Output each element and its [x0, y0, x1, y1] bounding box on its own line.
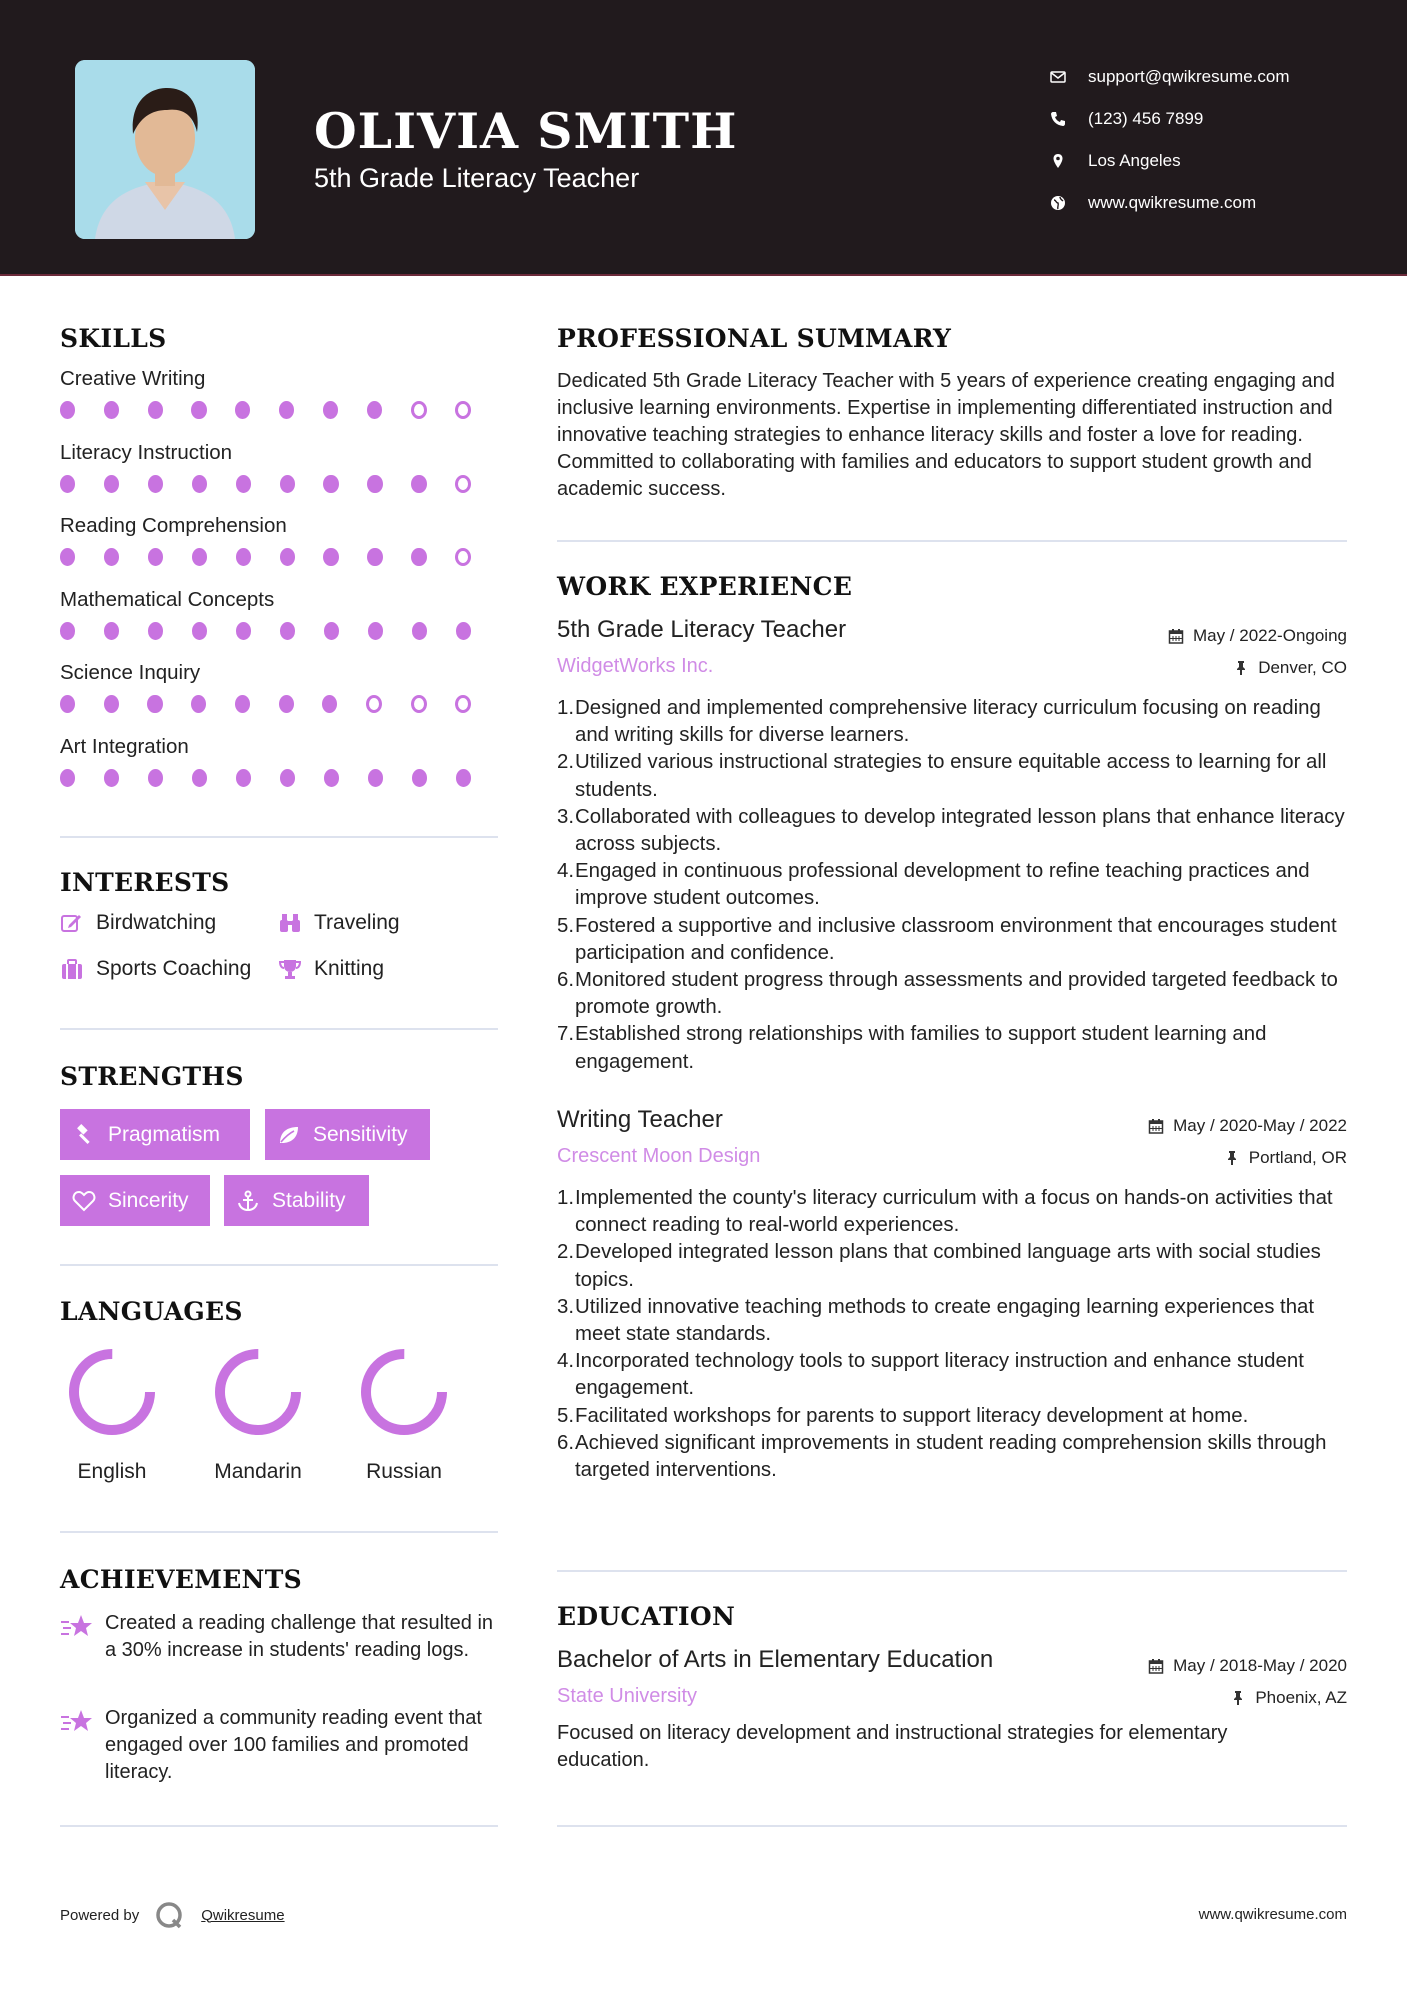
bullet-text: Utilized innovative teaching methods to create engaging learning experiences that meet state standards. — [575, 1295, 1315, 1346]
skill-name: Literacy Instruction — [60, 440, 233, 464]
strength-label: Sensitivity — [313, 1122, 408, 1146]
rating-dot-filled — [236, 769, 251, 787]
skill-name: Reading Comprehension — [60, 514, 287, 537]
job-location — [1233, 658, 1347, 678]
job-bullet — [557, 1185, 1357, 1239]
job-bullet — [557, 695, 1357, 749]
strength-label: Stability — [272, 1188, 346, 1212]
interests-title: INTERESTS — [60, 868, 230, 897]
resume-header — [0, 0, 1407, 276]
language-label: Russian — [366, 1460, 442, 1483]
powered-by-text: Powered by — [60, 1906, 140, 1924]
rating-dot-filled — [148, 769, 163, 787]
rating-dot-filled — [324, 622, 339, 640]
rating-dot-filled — [104, 695, 119, 713]
rating-dot-filled — [279, 695, 294, 713]
skill-item — [60, 661, 500, 713]
rating-dot-filled — [368, 769, 383, 787]
brand-link[interactable]: Qwikresume — [201, 1906, 285, 1924]
job-location-text: Denver, CO — [1258, 658, 1347, 677]
language-label: English — [77, 1460, 147, 1483]
bullet-number: 6. — [557, 1431, 575, 1454]
rating-dot-empty — [411, 695, 427, 713]
map-pin-icon — [1050, 153, 1066, 169]
strength-label: Sincerity — [108, 1188, 189, 1212]
contact-phone-text: (123) 456 7899 — [1088, 109, 1204, 128]
interest-label: Birdwatching — [96, 911, 217, 934]
rating-dot-empty — [455, 548, 471, 566]
contact-phone[interactable] — [1050, 98, 1290, 140]
rating-dot-filled — [60, 401, 75, 419]
section-divider — [60, 836, 498, 838]
rating-dot-filled — [456, 769, 471, 787]
calendar-icon — [1148, 1658, 1164, 1674]
job-title: Writing Teacher — [557, 1106, 723, 1133]
contact-location-text: Los Angeles — [1088, 151, 1181, 170]
language-gauge — [64, 1344, 160, 1440]
skill-item — [60, 514, 500, 566]
rating-dot-filled — [60, 548, 75, 566]
skill-name: Mathematical Concepts — [60, 587, 275, 611]
skill-rating — [60, 622, 500, 640]
envelope-icon — [1050, 69, 1066, 85]
rating-dot-filled — [322, 695, 337, 713]
rating-dot-filled — [192, 769, 207, 787]
candidate-name: OLIVIA SMITH — [314, 102, 738, 160]
bullet-number: 2. — [557, 751, 575, 774]
education-location-text: Phoenix, AZ — [1255, 1688, 1347, 1707]
skill-item — [60, 441, 500, 493]
bullet-text: Incorporated technology tools to support literacy instruction and enhance student engagement. — [575, 1350, 1304, 1400]
rating-dot-filled — [104, 622, 119, 640]
section-divider — [557, 1570, 1347, 1572]
bullet-text: Developed integrated lesson plans that combined language arts with social studies topics. — [575, 1241, 1321, 1291]
rating-dot-filled — [191, 695, 206, 713]
rating-dot-filled — [236, 622, 251, 640]
contact-location — [1050, 140, 1290, 182]
skill-name: Science Inquiry — [60, 661, 201, 684]
bullet-number: 5. — [557, 914, 575, 937]
rating-dot-empty — [455, 475, 471, 493]
bullet-number: 1. — [557, 697, 575, 719]
achievements-title: ACHIEVEMENTS — [60, 1565, 302, 1594]
interest-item — [60, 911, 216, 935]
strength-tag — [265, 1109, 430, 1160]
calendar-icon — [1168, 628, 1184, 644]
rating-dot-filled — [104, 769, 119, 787]
rating-dot-filled — [323, 548, 338, 566]
rating-dot-filled — [412, 622, 427, 640]
star-icon — [60, 1612, 94, 1642]
rating-dot-filled — [148, 401, 163, 419]
section-divider — [557, 1825, 1347, 1827]
skill-rating — [60, 548, 500, 566]
rating-dot-filled — [60, 695, 75, 713]
pushpin-icon — [1230, 1690, 1246, 1706]
job-bullets — [557, 1185, 1357, 1484]
rating-dot-filled — [60, 622, 75, 640]
rating-dot-filled — [280, 622, 295, 640]
strengths-title: STRENGTHS — [60, 1062, 244, 1091]
bullet-number: 5. — [557, 1404, 575, 1427]
rating-dot-filled — [280, 475, 295, 493]
rating-dot-filled — [104, 548, 119, 566]
bullet-text: Fostered a supportive and inclusive classroom environment that encourages student participation and confidence. — [575, 914, 1337, 964]
contact-website-text[interactable]: www.qwikresume.com — [1088, 193, 1257, 212]
job-bullet — [557, 967, 1357, 1021]
section-divider — [60, 1825, 498, 1827]
bullet-number: 2. — [557, 1241, 575, 1264]
bullet-number: 3. — [557, 805, 575, 828]
skill-rating — [60, 695, 500, 713]
rating-dot-filled — [367, 548, 382, 566]
rating-dot-filled — [235, 401, 250, 419]
rating-dot-filled — [148, 622, 163, 640]
rating-dot-filled — [456, 622, 471, 640]
languages-title: LANGUAGES — [60, 1297, 243, 1326]
job-bullet — [557, 804, 1357, 858]
skill-item — [60, 367, 500, 419]
candidate-role: 5th Grade Literacy Teacher — [314, 163, 640, 193]
bullet-number: 4. — [557, 860, 575, 883]
phone-icon — [1050, 111, 1066, 127]
language-gauge — [356, 1344, 452, 1440]
rating-dot-filled — [191, 401, 206, 419]
experience-title: WORK EXPERIENCE — [557, 572, 853, 601]
language-item — [198, 1344, 318, 1484]
job-bullet — [557, 913, 1357, 967]
bullet-text: Designed and implemented comprehensive literacy curriculum focusing on reading and writing skills for diverse learners. — [575, 697, 1321, 747]
bullet-text: Utilized various instructional strategies to ensure equitable access to learning for all students. — [575, 751, 1327, 801]
skill-name: Creative Writing — [60, 367, 206, 390]
job-bullet — [557, 749, 1357, 803]
rating-dot-filled — [104, 475, 119, 493]
rating-dot-filled — [60, 769, 75, 787]
pencil-square-icon — [60, 912, 84, 934]
section-divider — [60, 1264, 498, 1266]
interest-item — [278, 957, 384, 981]
company-name: Crescent Moon Design — [557, 1145, 761, 1167]
achievement-item — [60, 1610, 500, 1664]
suitcase-icon — [60, 958, 84, 980]
language-item — [344, 1344, 464, 1484]
contact-email-text[interactable]: support@qwikresume.com — [1088, 67, 1290, 86]
section-divider — [60, 1531, 498, 1533]
job-bullet — [557, 1348, 1357, 1402]
language-label: Mandarin — [214, 1460, 302, 1483]
trophy-icon — [278, 958, 302, 980]
job-bullet — [557, 858, 1357, 912]
rating-dot-filled — [280, 769, 295, 787]
rating-dot-filled — [148, 548, 163, 566]
achievement-text: Created a reading challenge that resulted in a 30% increase in students' reading logs. — [105, 1612, 494, 1661]
profile-photo — [75, 60, 255, 239]
footer-powered-by — [60, 1900, 285, 1930]
job-dates — [1148, 1116, 1347, 1136]
star-icon — [60, 1707, 94, 1737]
qwikresume-logo-icon — [153, 1900, 187, 1930]
job-bullets — [557, 695, 1357, 1076]
summary-text: Dedicated 5th Grade Literacy Teacher with 5 years of experience creating engaging and inclusive learning environments. Expertise in implementing differentiated instruction and innovative teaching strategies to enhance literacy skills and foster a love for reading. Committed to collaborating with families and educators to support student growth and academic success. — [557, 370, 1335, 500]
job-bullet — [557, 1021, 1357, 1075]
skill-rating — [60, 769, 500, 787]
rating-dot-filled — [148, 475, 163, 493]
rating-dot-empty — [455, 401, 471, 419]
job-bullet — [557, 1239, 1357, 1293]
rating-dot-filled — [411, 548, 426, 566]
rating-dot-filled — [192, 622, 207, 640]
rating-dot-filled — [192, 548, 207, 566]
pushpin-icon — [1224, 1150, 1240, 1166]
footer-website[interactable]: www.qwikresume.com — [1198, 1906, 1347, 1923]
interest-item — [278, 911, 400, 935]
rating-dot-filled — [324, 769, 339, 787]
language-gauge — [210, 1344, 306, 1440]
job-dates-text: May / 2022-Ongoing — [1192, 626, 1347, 645]
school-name: State University — [557, 1685, 698, 1707]
skill-item — [60, 735, 500, 787]
skill-rating — [60, 401, 500, 419]
bullet-text: Implemented the county's literacy curriculum with a focus on hands-on activities that connect reading to real-world experiences. — [575, 1187, 1333, 1237]
education-dates — [1148, 1656, 1347, 1676]
rating-dot-filled — [323, 475, 338, 493]
bullet-number: 1. — [557, 1187, 575, 1209]
section-divider — [557, 540, 1347, 542]
rating-dot-filled — [235, 695, 250, 713]
rating-dot-empty — [455, 695, 471, 713]
contact-email[interactable] — [1050, 56, 1290, 98]
rating-dot-filled — [236, 475, 251, 493]
skills-title: SKILLS — [60, 324, 167, 353]
interest-label: Sports Coaching — [96, 957, 252, 980]
job-location — [1224, 1148, 1347, 1168]
strength-label: Pragmatism — [108, 1122, 221, 1146]
rating-dot-filled — [279, 401, 294, 419]
job-dates — [1168, 626, 1347, 646]
rating-dot-filled — [280, 548, 295, 566]
bullet-number: 3. — [557, 1295, 575, 1318]
strength-tag — [224, 1175, 369, 1226]
section-divider — [60, 1028, 498, 1030]
heart-icon — [72, 1190, 96, 1212]
rating-dot-filled — [147, 695, 162, 713]
bullet-text: Facilitated workshops for parents to support literacy development at home. — [575, 1404, 1249, 1427]
job-location-text: Portland, OR — [1248, 1148, 1347, 1167]
skill-item — [60, 588, 500, 640]
bullet-number: 6. — [557, 969, 575, 992]
bullet-text: Engaged in continuous professional development to refine teaching practices and improve student outcomes. — [575, 860, 1310, 910]
bullet-text: Collaborated with colleagues to develop integrated lesson plans that enhance literacy across subjects. — [575, 805, 1345, 856]
job-bullet — [557, 1294, 1357, 1348]
summary-title: PROFESSIONAL SUMMARY — [557, 324, 952, 353]
rating-dot-empty — [411, 401, 427, 419]
education-location — [1230, 1688, 1347, 1708]
rating-dot-filled — [412, 769, 427, 787]
rating-dot-filled — [367, 401, 382, 419]
gavel-icon — [72, 1124, 96, 1146]
language-item — [52, 1344, 172, 1484]
strength-tag — [60, 1109, 250, 1160]
job-bullet — [557, 1403, 1357, 1430]
bullet-number: 7. — [557, 1023, 575, 1046]
rating-dot-filled — [60, 475, 75, 493]
globe-icon — [1050, 195, 1066, 211]
rating-dot-empty — [366, 695, 382, 713]
bullet-text: Established strong relationships with families to support student learning and engagement. — [575, 1023, 1267, 1073]
rating-dot-filled — [236, 548, 251, 566]
bullet-number: 4. — [557, 1350, 575, 1373]
rating-dot-filled — [104, 401, 119, 419]
rating-dot-filled — [192, 475, 207, 493]
interest-item — [60, 957, 251, 981]
anchor-icon — [236, 1190, 260, 1212]
education-dates-text: May / 2018-May / 2020 — [1173, 1656, 1347, 1675]
contact-website[interactable] — [1050, 182, 1290, 224]
strength-tag — [60, 1175, 210, 1226]
rating-dot-filled — [411, 475, 426, 493]
skill-name: Art Integration — [60, 734, 189, 758]
degree-title: Bachelor of Arts in Elementary Education — [557, 1646, 994, 1673]
bullet-text: Monitored student progress through assessments and provided targeted feedback to promote growth. — [575, 969, 1338, 1019]
company-name: WidgetWorks Inc. — [557, 655, 714, 677]
job-title: 5th Grade Literacy Teacher — [557, 616, 847, 643]
education-description: Focused on literacy development and instructional strategies for elementary education. — [557, 1722, 1228, 1771]
calendar-icon — [1148, 1118, 1164, 1134]
achievement-item — [60, 1705, 500, 1786]
achievement-text: Organized a community reading event that engaged over 100 families and promoted literacy. — [105, 1707, 482, 1783]
contact-info — [1050, 56, 1290, 224]
skill-rating — [60, 475, 500, 493]
job-dates-text: May / 2020-May / 2022 — [1173, 1116, 1347, 1135]
pushpin-icon — [1233, 660, 1249, 676]
interest-label: Knitting — [314, 957, 385, 980]
interest-label: Traveling — [314, 911, 400, 934]
rating-dot-filled — [368, 622, 383, 640]
education-title: EDUCATION — [557, 1602, 736, 1631]
binoculars-icon — [278, 912, 302, 934]
rating-dot-filled — [367, 475, 382, 493]
leaf-icon — [277, 1124, 301, 1146]
bullet-text: Achieved significant improvements in student reading comprehension skills through targeted interventions. — [575, 1431, 1327, 1482]
job-bullet — [557, 1430, 1357, 1484]
rating-dot-filled — [323, 401, 338, 419]
